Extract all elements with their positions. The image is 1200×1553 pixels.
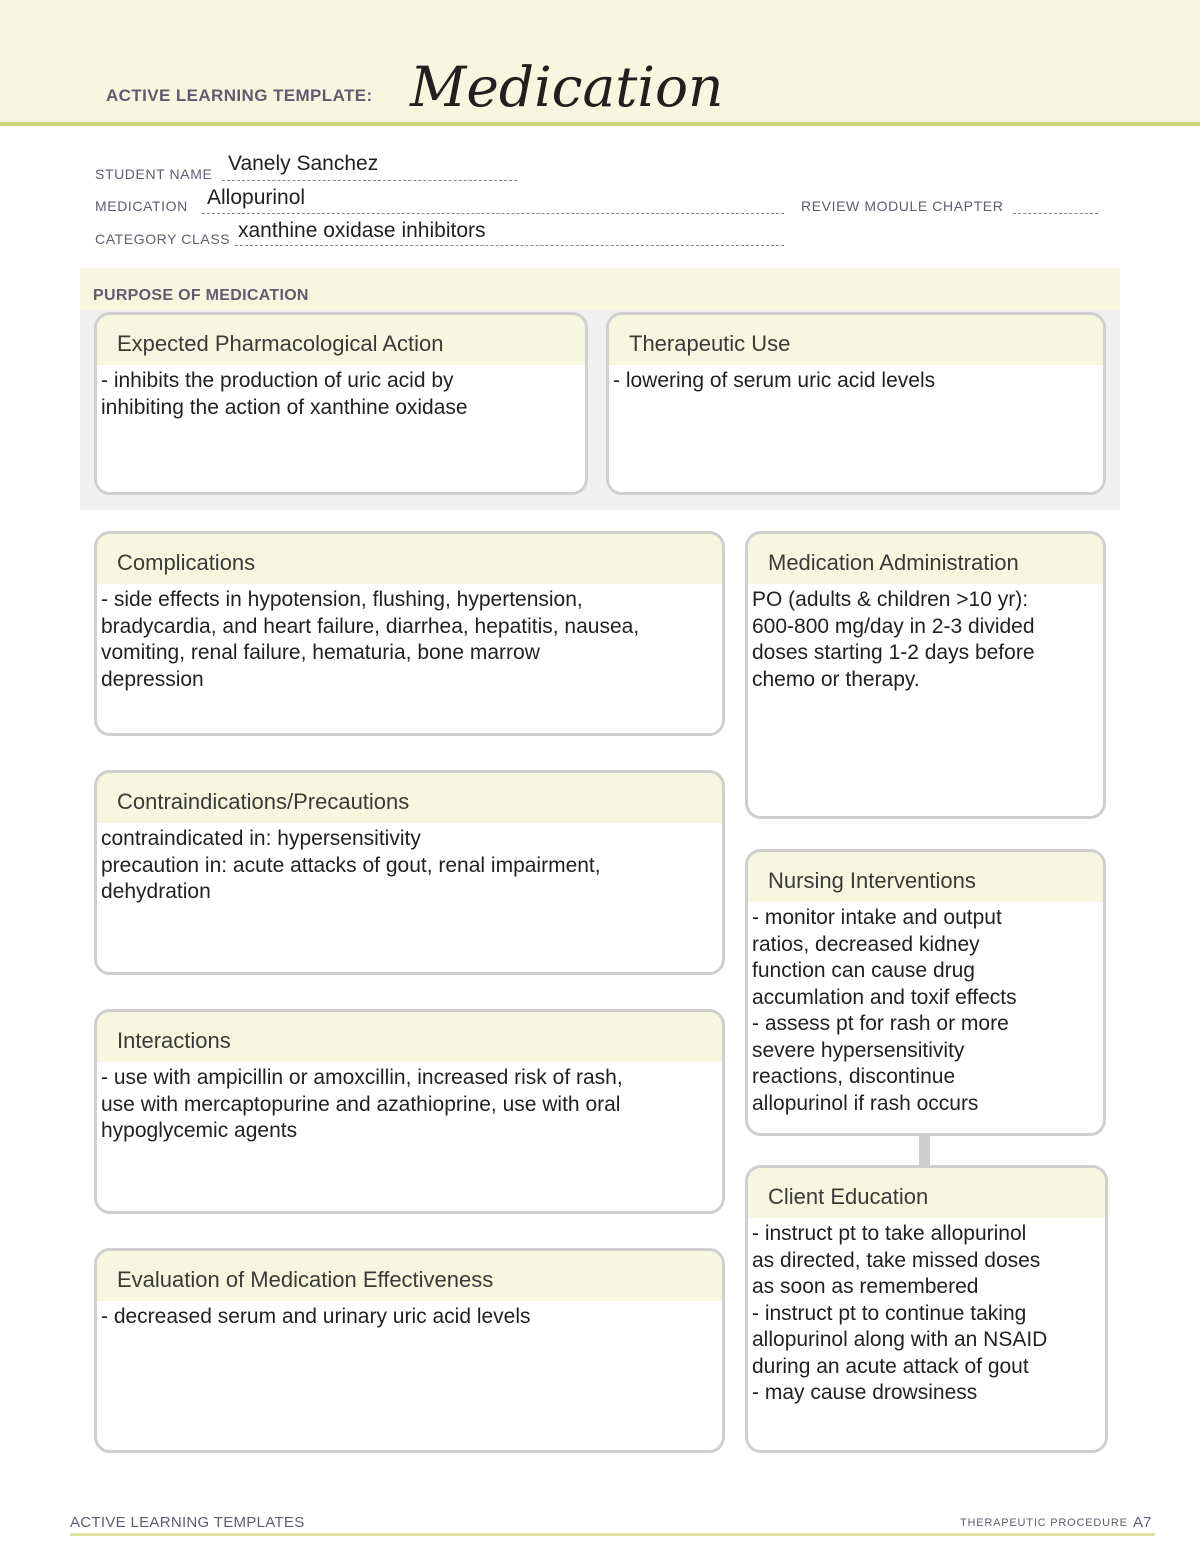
administration-box xyxy=(745,531,1106,819)
evaluation-box xyxy=(94,1248,725,1453)
interactions-box xyxy=(94,1009,725,1214)
category-class-field[interactable]: xanthine oxidase inhibitors xyxy=(238,219,486,242)
evaluation-text[interactable]: - decreased serum and urinary uric acid levels xyxy=(101,1305,531,1328)
review-module-label: REVIEW MODULE CHAPTER xyxy=(801,198,1004,214)
therapeutic-use-box xyxy=(606,312,1106,495)
footer-rule xyxy=(70,1533,1155,1536)
header-rule xyxy=(0,122,1200,126)
expected-action-box xyxy=(94,312,588,495)
student-name-field[interactable]: Vanely Sanchez xyxy=(228,152,379,175)
footer-right-label: THERAPEUTIC PROCEDURE xyxy=(960,1517,1128,1529)
therapeutic-use-text[interactable]: - lowering of serum uric acid levels xyxy=(613,369,936,392)
administration-text[interactable]: PO (adults & children >10 yr): 600-800 mg/day in 2-3 divided doses starting 1-2 days before chemo or therapy. xyxy=(752,588,1035,691)
review-module-line xyxy=(1013,213,1098,214)
medication-label: MEDICATION xyxy=(95,198,188,214)
client-education-text[interactable]: - instruct pt to take allopurinol as directed, take missed doses as soon as remembered - instruct pt to continue taking allopurinol along with an NSAID during an acute attack of gout - may cause drowsiness xyxy=(752,1222,1048,1404)
administration-title: Medication Administration xyxy=(748,534,1103,584)
contraindications-text[interactable]: contraindicated in: hypersensitivity precaution in: acute attacks of gout, renal impairment, dehydration xyxy=(101,827,601,903)
category-class-label: CATEGORY CLASS xyxy=(95,231,231,247)
interactions-text[interactable]: - use with ampicillin or amoxcillin, increased risk of rash, use with mercaptopurine and azathioprine, use with oral hypoglycemic agents xyxy=(101,1066,623,1142)
interactions-title: Interactions xyxy=(97,1012,722,1062)
complications-text[interactable]: - side effects in hypotension, flushing, hypertension, bradycardia, and heart failure, diarrhea, hepatitis, nausea, vomiting, renal failure, hematuria, bone marrow depression xyxy=(101,588,640,691)
complications-box xyxy=(94,531,725,736)
client-education-box xyxy=(745,1165,1108,1453)
medication-field[interactable]: Allopurinol xyxy=(207,186,306,209)
footer-left-label: ACTIVE LEARNING TEMPLATES xyxy=(70,1514,305,1531)
expected-action-title: Expected Pharmacological Action xyxy=(97,315,585,365)
page-number: A7 xyxy=(1133,1514,1152,1531)
category-class-line xyxy=(235,245,784,246)
therapeutic-use-title: Therapeutic Use xyxy=(609,315,1103,365)
contraindications-title: Contraindications/Precautions xyxy=(97,773,722,823)
evaluation-title: Evaluation of Medication Effectiveness xyxy=(97,1251,722,1301)
complications-title: Complications xyxy=(97,534,722,584)
page-title: Medication xyxy=(410,55,724,119)
contraindications-box xyxy=(94,770,725,975)
medication-line xyxy=(202,213,784,214)
nursing-interventions-title: Nursing Interventions xyxy=(748,852,1103,902)
box-connector xyxy=(919,1134,930,1166)
student-name-label: STUDENT NAME xyxy=(95,166,213,182)
purpose-label: PURPOSE OF MEDICATION xyxy=(93,287,309,304)
student-name-line xyxy=(222,180,517,181)
nursing-interventions-box xyxy=(745,849,1106,1136)
expected-action-text[interactable]: - inhibits the production of uric acid by inhibiting the action of xanthine oxidase xyxy=(101,369,468,419)
client-education-title: Client Education xyxy=(748,1168,1105,1218)
template-label: ACTIVE LEARNING TEMPLATE: xyxy=(106,86,373,105)
nursing-interventions-text[interactable]: - monitor intake and output ratios, decreased kidney function can cause drug accumlation and toxif effects - assess pt for rash or more severe hypersensitivity reactions, discontinue allopurinol if rash occurs xyxy=(752,906,1017,1115)
